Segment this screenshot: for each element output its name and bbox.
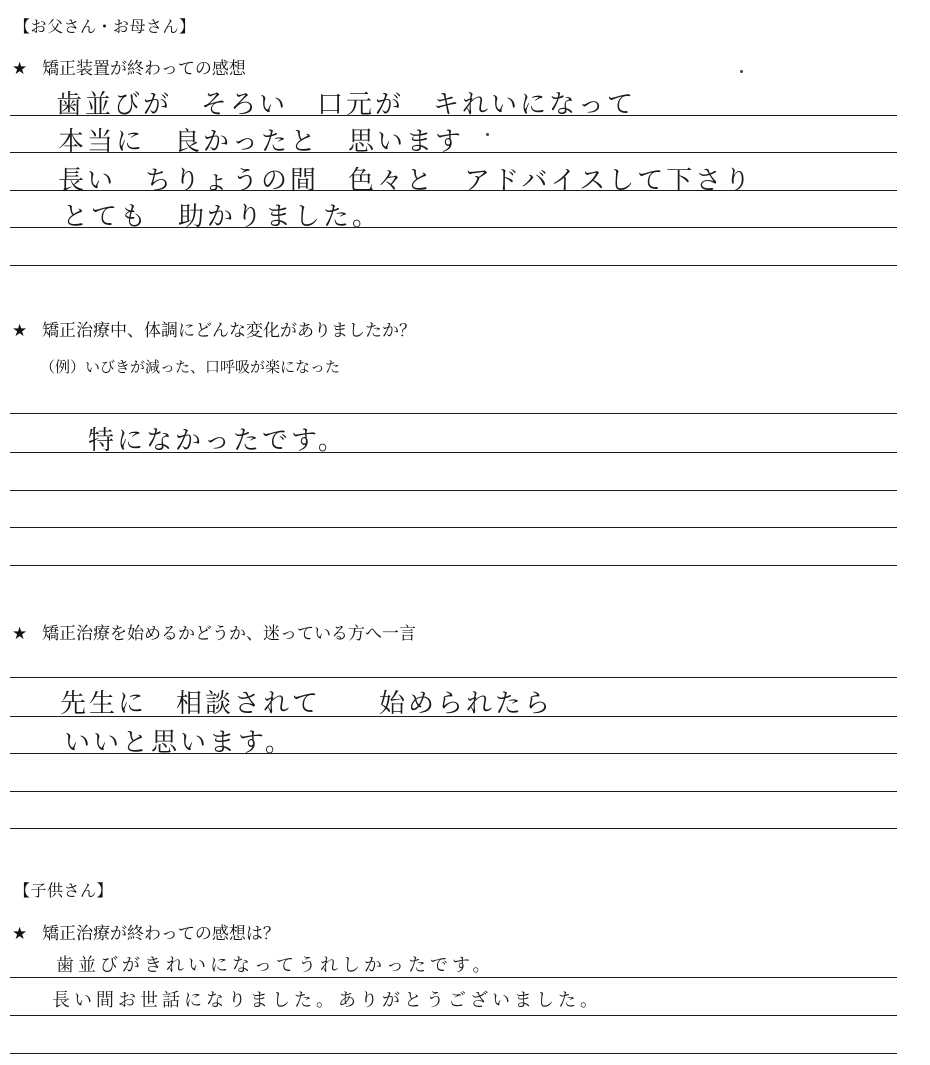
answer-rule-line (10, 565, 897, 566)
handwritten-answer-line: 先生に 相談されて 始められたら (60, 689, 554, 719)
star-icon: ★ (12, 624, 28, 644)
answer-rule-line (10, 152, 897, 153)
question-device-impression (12, 54, 246, 79)
answer-rule-line (10, 791, 897, 792)
scan-speck (740, 70, 743, 73)
question-text: 矯正治療が終わっての感想は？ (42, 924, 280, 944)
question-advice (12, 619, 416, 644)
answer-rule-line (10, 1053, 897, 1054)
answer-rule-line (10, 490, 897, 491)
answer-rule-line (10, 452, 897, 453)
scan-speck (486, 133, 489, 136)
question-text: 矯正治療中、体調にどんな変化がありましたか？ (42, 321, 416, 341)
answer-rule-line (10, 413, 897, 414)
answer-rule-line (10, 527, 897, 528)
answer-rule-line (10, 227, 897, 228)
question-health-change (12, 316, 416, 341)
handwritten-answer-line: 長い ちりょうの間 色々と アドバイスして下さり (58, 166, 754, 196)
parents-section-heading: 【お父さん・お母さん】 (14, 17, 196, 36)
handwritten-answer-line: 特になかったです。 (88, 426, 347, 456)
answer-rule-line (10, 753, 897, 754)
answer-rule-line (10, 1015, 897, 1016)
child-section-heading: 【子供さん】 (14, 881, 114, 900)
answer-rule-line (10, 115, 897, 116)
star-icon: ★ (12, 321, 28, 341)
handwritten-answer-line: 本当に 良かったと 思います (58, 127, 465, 157)
answer-rule-line (10, 828, 897, 829)
handwritten-answer-line: とても 助かりました。 (62, 202, 382, 232)
handwritten-answer-line: いいと思います。 (64, 728, 294, 758)
question-example: （例）いびきが減った、口呼吸が楽になった (40, 358, 341, 376)
question-text: 矯正装置が終わっての感想 (42, 59, 246, 79)
answer-rule-line (10, 977, 897, 978)
answer-rule-line (10, 716, 897, 717)
answer-rule-line (10, 265, 897, 266)
answer-rule-line (10, 677, 897, 678)
star-icon: ★ (12, 59, 28, 79)
question-child-impression (12, 919, 280, 944)
question-text: 矯正治療を始めるかどうか、迷っている方へ一言 (42, 624, 416, 644)
handwritten-answer-line: 歯並びが そろい 口元が キれいになって (56, 90, 637, 120)
handwritten-answer-line: 長い間お世話になりました。ありがとうございました。 (52, 990, 602, 1011)
answer-rule-line (10, 190, 897, 191)
star-icon: ★ (12, 924, 28, 944)
handwritten-answer-line: 歯並びがきれいになってうれしかったです。 (56, 955, 495, 976)
